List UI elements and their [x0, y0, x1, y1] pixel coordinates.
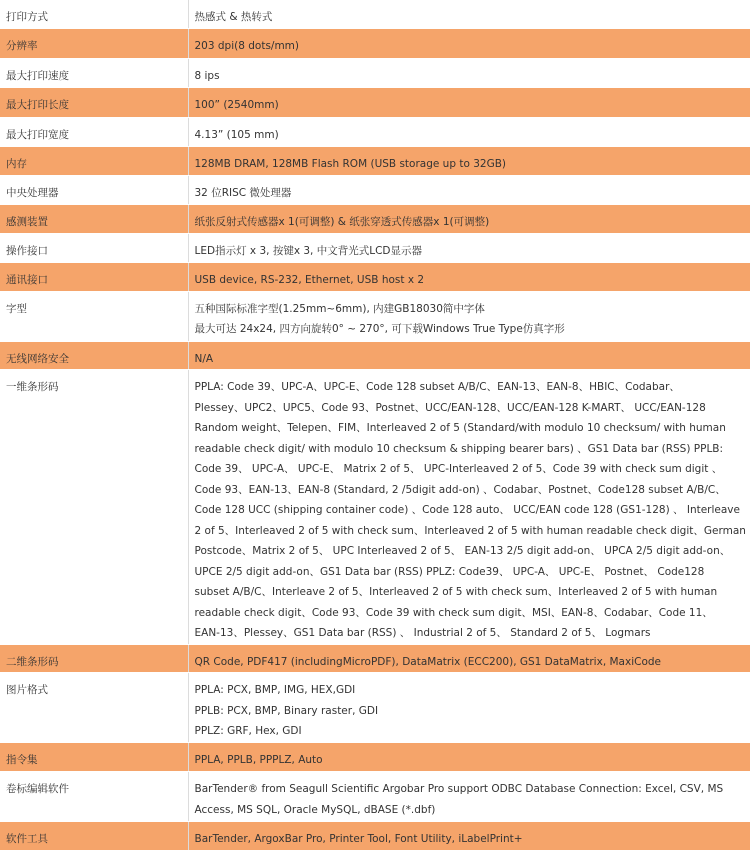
spec-value-line: 纸张反射式传感器x 1(可调整) & 纸张穿透式传感器x 1(可调整) [194, 215, 490, 228]
spec-value-line: 五种国际标准字型(1.25mm~6mm), 内建GB18030简中字体 [194, 302, 485, 315]
spec-value-line: UPCE 2/5 digit add-on、GS1 Data bar (RSS) PPLZ: Code39、 UPC-A、 UPC-E、 Postnet、 Code128 [194, 565, 705, 578]
spec-value-line: 128MB DRAM, 128MB Flash ROM (USB storage up to 32GB) [194, 157, 507, 170]
spec-value [188, 743, 750, 772]
spec-value-line: 4.13” (105 mm) [194, 128, 279, 141]
spec-value-line: PPLB: PCX, BMP, Binary raster, GDI [194, 704, 379, 717]
spec-label: 内存 [0, 146, 188, 175]
spec-label: 二维条形码 [0, 644, 188, 673]
spec-value [188, 146, 750, 175]
spec-row [0, 644, 750, 673]
spec-value-line: BarTender, ArgoxBar Pro, Printer Tool, Font Utility, iLabelPrint+ [194, 833, 523, 845]
spec-value [188, 58, 750, 87]
spec-value [188, 822, 750, 851]
spec-value-line: PPLA: Code 39、UPC-A、UPC-E、Code 128 subset A/B/C、EAN-13、EAN-8、HBIC、Codabar、 [194, 381, 680, 393]
spec-value-line: PPLA: PCX, BMP, IMG, HEX,GDI [194, 684, 356, 696]
spec-value-line: N/A [194, 352, 214, 365]
spec-label: 感测装置 [0, 204, 188, 233]
spec-value-line: Random weight、Telepen、FIM、Interleaved 2 of 5 (Standard/with modulo 10 checksum/ with human [194, 422, 726, 434]
spec-row [0, 370, 750, 645]
spec-label: 卷标编辑软件 [0, 772, 188, 822]
spec-value [188, 233, 750, 262]
spec-value-line: Postcode、Matrix 2 of 5、 UPC Interleaved 2 of 5、 EAN-13 2/5 digit add-on、 UPCA 2/5 digit add-on、 [194, 545, 731, 557]
spec-label: 操作接口 [0, 233, 188, 262]
spec-value [188, 28, 750, 58]
spec-value [188, 262, 750, 291]
spec-value [188, 117, 750, 146]
spec-row [0, 175, 750, 204]
spec-value-line: subset A/B/C、Interleave 2 of 5、Interleaved 2 of 5 with check sum、Interleaved 2 of 5 with human [194, 586, 718, 598]
spec-value-line: USB device, RS-232, Ethernet, USB host x 2 [194, 273, 425, 286]
spec-row [0, 146, 750, 175]
spec-value-line: QR Code, PDF417 (includingMicroPDF), DataMatrix (ECC200), GS1 DataMatrix, MaxiCode [194, 655, 661, 668]
spec-row [0, 262, 750, 291]
spec-value-line: readable check digit/ with modulo 10 checksum & shipping bearer bars) 、GS1 Data bar (RSS) PPLB: [194, 442, 724, 455]
spec-value-line: 2 of 5、Interleaved 2 of 5 with check sum、Interleaved 2 of 5 with human readable check digit、German [194, 524, 746, 537]
spec-value-line: EAN-13、Plessey、GS1 Data bar (RSS) 、 Industrial 2 of 5、 Standard 2 of 5、 Logmars [194, 627, 651, 639]
spec-row [0, 673, 750, 743]
spec-value-line: 203 dpi(8 dots/mm) [194, 39, 300, 52]
spec-value-line: PPLA, PPLB, PPPLZ, Auto [194, 754, 323, 766]
spec-row [0, 117, 750, 146]
spec-value-line: PPLZ: GRF, Hex, GDI [194, 725, 302, 737]
spec-label: 最大打印长度 [0, 87, 188, 117]
spec-label: 中央处理器 [0, 175, 188, 204]
spec-row [0, 233, 750, 262]
spec-row [0, 291, 750, 341]
spec-row [0, 822, 750, 851]
spec-value [188, 87, 750, 117]
spec-row [0, 772, 750, 822]
spec-label: 无线网络安全 [0, 341, 188, 370]
spec-value [188, 644, 750, 673]
spec-row [0, 743, 750, 772]
spec-row [0, 28, 750, 58]
spec-label: 通讯接口 [0, 262, 188, 291]
spec-value [188, 291, 750, 341]
spec-label: 字型 [0, 291, 188, 341]
spec-value [188, 0, 750, 28]
spec-label: 分辨率 [0, 28, 188, 58]
spec-value-line: 热感式 & 热转式 [194, 11, 273, 23]
spec-row [0, 58, 750, 87]
spec-row [0, 87, 750, 117]
spec-value [188, 204, 750, 233]
spec-value-line: 8 ips [194, 69, 220, 82]
spec-value-line: LED指示灯 x 3, 按键x 3, 中文背光式LCD显示器 [194, 244, 422, 257]
spec-value [188, 370, 750, 645]
spec-value-line: readable check digit、Code 93、Code 39 with check sum digit、MSI、EAN-8、Codabar、Code 11、 [194, 606, 713, 619]
spec-row [0, 0, 750, 28]
spec-label: 图片格式 [0, 673, 188, 743]
spec-value-line: Code 93、EAN-13、EAN-8 (Standard, 2 /5digit add-on) 、Codabar、Postnet、Code128 subset A/B/C、 [194, 483, 726, 496]
spec-row [0, 341, 750, 370]
spec-label: 软件工具 [0, 822, 188, 851]
spec-value-line: 最大可达 24x24, 四方向旋转0° ~ 270°, 可下载Windows True Type仿真字形 [194, 323, 565, 335]
spec-row [0, 204, 750, 233]
spec-value-line: BarTender® from Seagull Scientific Argobar Pro support ODBC Database Connection: Excel, CSV, MS [194, 783, 724, 795]
spec-label: 一维条形码 [0, 370, 188, 645]
spec-value-line: 100” (2540mm) [194, 98, 279, 111]
spec-value [188, 175, 750, 204]
spec-value-line: 32 位RISC 微处理器 [194, 186, 292, 199]
spec-value-line: Code 128 UCC (shipping container code) 、Code 128 auto、 UCC/EAN code 128 (GS1-128) 、 Interleave [194, 504, 740, 516]
spec-label: 打印方式 [0, 0, 188, 28]
spec-value [188, 772, 750, 822]
spec-label: 最大打印速度 [0, 58, 188, 87]
spec-value [188, 341, 750, 370]
spec-label: 最大打印宽度 [0, 117, 188, 146]
spec-value [188, 673, 750, 743]
spec-value-line: Code 39、 UPC-A、 UPC-E、 Matrix 2 of 5、 UPC-Interleaved 2 of 5、Code 39 with check sum digit 、 [194, 463, 723, 475]
spec-label: 指令集 [0, 743, 188, 772]
spec-value-line: Plessey、UPC2、UPC5、Code 93、Postnet、UCC/EAN-128、UCC/EAN-128 K-MART、 UCC/EAN-128 [194, 401, 706, 414]
spec-value-line: Access, MS SQL, Oracle MySQL, dBASE (*.dbf) [194, 803, 436, 816]
